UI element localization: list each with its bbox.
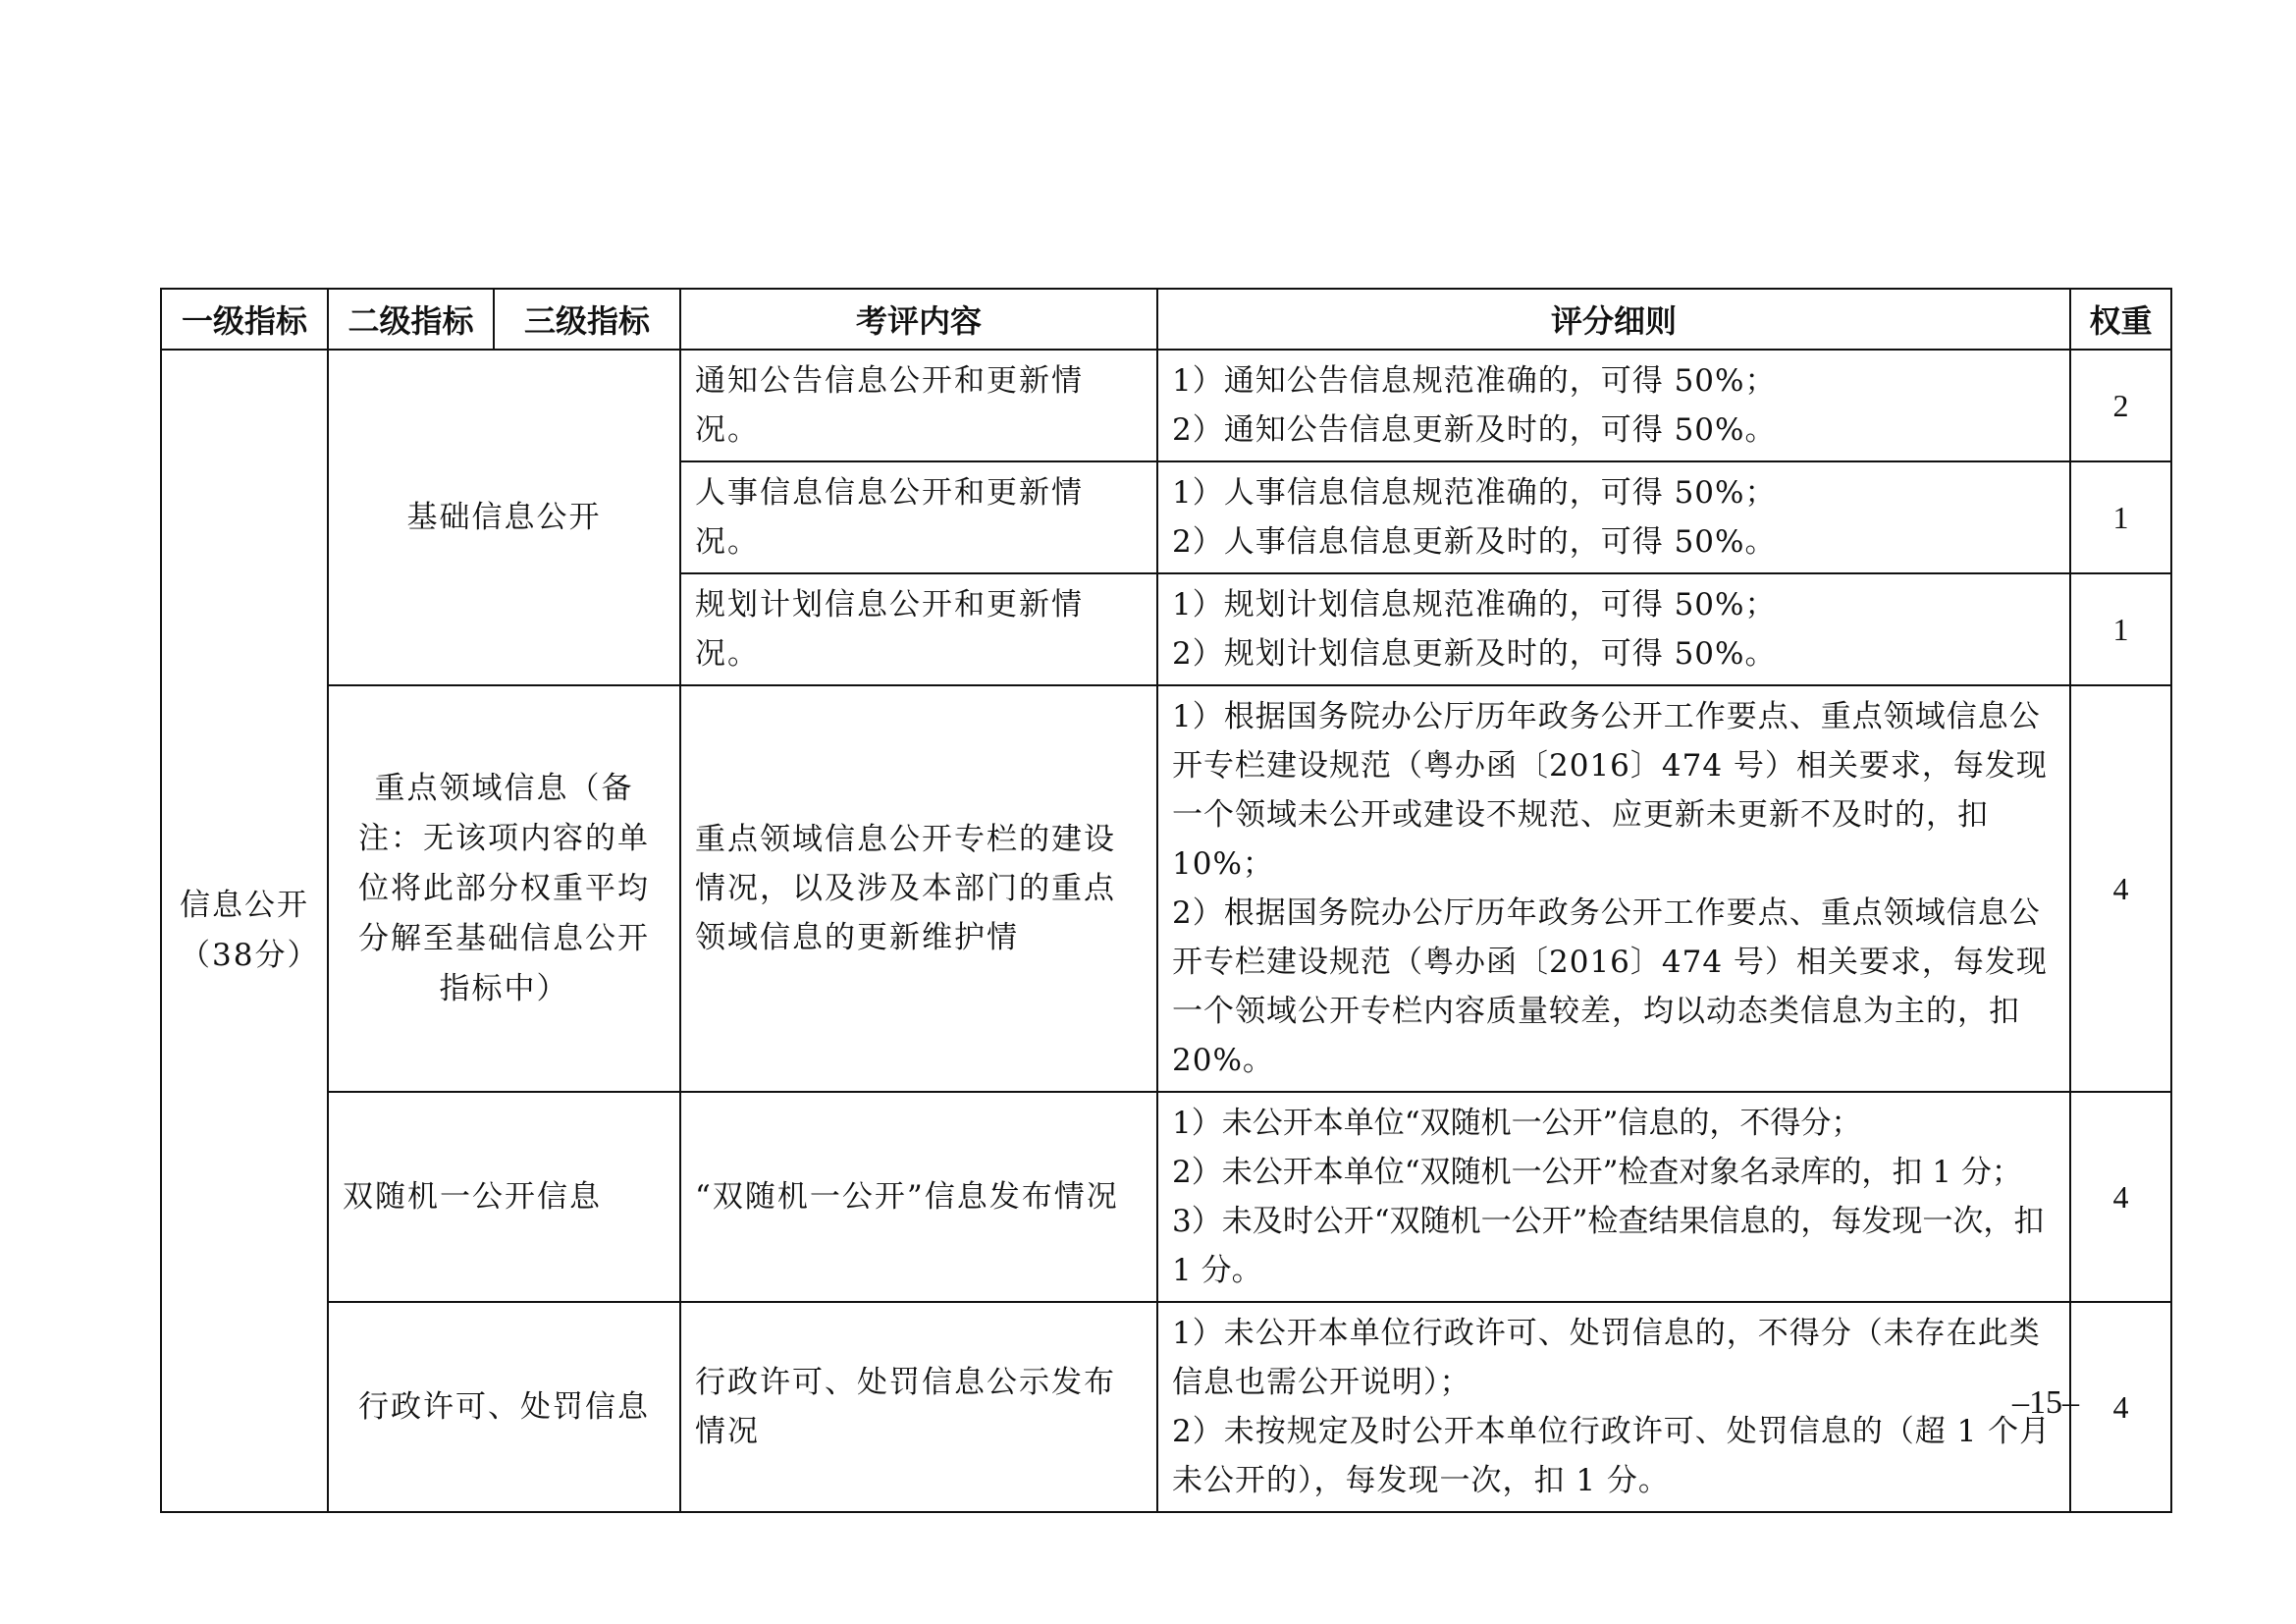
detail-cell — [1157, 350, 2070, 461]
detail-line: 1）未公开本单位行政许可、处罚信息的，不得分（未存在此类信息也需公开说明）； — [1172, 1316, 2041, 1400]
table-row — [161, 1302, 2171, 1512]
content-cell: 行政许可、处罚信息公示发布情况 — [680, 1302, 1157, 1512]
header-level1: 一级指标 — [161, 289, 328, 350]
weight-cell: 4 — [2070, 685, 2171, 1092]
content-cell: 重点领域信息公开专栏的建设情况，以及涉及本部门的重点领域信息的更新维护情 — [680, 685, 1157, 1092]
level2-indicator: 双随机一公开信息 — [328, 1092, 680, 1302]
weight-cell: 1 — [2070, 573, 2171, 685]
weight-cell: 1 — [2070, 461, 2171, 573]
detail-line: 1）人事信息信息规范准确的，可得 50%； — [1172, 475, 1777, 511]
content-cell: 通知公告信息公开和更新情况。 — [680, 350, 1157, 461]
level2-indicator: 重点领域信息（备注：无该项内容的单位将此部分权重平均分解至基础信息公开指标中） — [328, 685, 680, 1092]
level2-indicator: 基础信息公开 — [328, 350, 680, 685]
detail-cell — [1157, 1302, 2070, 1512]
detail-line: 1）未公开本单位“双随机一公开”信息的，不得分； — [1172, 1106, 1862, 1141]
detail-cell — [1157, 461, 2070, 573]
header-scoring-rules: 评分细则 — [1157, 289, 2070, 350]
evaluation-table — [160, 288, 2172, 1513]
content-cell: 规划计划信息公开和更新情况。 — [680, 573, 1157, 685]
table-header-row — [161, 289, 2171, 350]
detail-line: 2）根据国务院办公厅历年政务公开工作要点、重点领域信息公开专栏建设规范（粤办函〔2016〕474 号）相关要求，每发现一个领域公开专栏内容质量较差，均以动态类信息为主的，扣 20%。 — [1172, 895, 2048, 1078]
header-level3: 三级指标 — [494, 289, 680, 350]
detail-cell — [1157, 685, 2070, 1092]
detail-line: 1）通知公告信息规范准确的，可得 50%； — [1172, 363, 1777, 399]
level2-indicator: 行政许可、处罚信息 — [328, 1302, 680, 1512]
header-level2: 二级指标 — [328, 289, 494, 350]
detail-cell — [1157, 1092, 2070, 1302]
detail-line: 2）规划计划信息更新及时的，可得 50%。 — [1172, 636, 1777, 672]
table-row — [161, 350, 2171, 461]
detail-line: 1）规划计划信息规范准确的，可得 50%； — [1172, 587, 1777, 623]
weight-cell: 2 — [2070, 350, 2171, 461]
content-cell: 人事信息信息公开和更新情况。 — [680, 461, 1157, 573]
detail-line: 2）未公开本单位“双随机一公开”检查对象名录库的，扣 1 分； — [1172, 1155, 2022, 1190]
detail-line: 2）人事信息信息更新及时的，可得 50%。 — [1172, 524, 1777, 560]
table-row — [161, 1092, 2171, 1302]
detail-line: 2）未按规定及时公开本单位行政许可、处罚信息的（超 1 个月未公开的），每发现一次，扣 1 分。 — [1172, 1414, 2052, 1498]
header-content: 考评内容 — [680, 289, 1157, 350]
weight-cell: 4 — [2070, 1092, 2171, 1302]
weight-cell: 4 — [2070, 1302, 2171, 1512]
page-number: –15– — [2012, 1384, 2079, 1421]
header-weight: 权重 — [2070, 289, 2171, 350]
table-row — [161, 685, 2171, 1092]
level1-indicator: 信息公开（38分） — [161, 350, 328, 1512]
content-cell: “双随机一公开”信息发布情况 — [680, 1092, 1157, 1302]
detail-cell — [1157, 573, 2070, 685]
detail-line: 1）根据国务院办公厅历年政务公开工作要点、重点领域信息公开专栏建设规范（粤办函〔2016〕474 号）相关要求，每发现一个领域未公开或建设不规范、应更新未更新不及时的，扣 10%； — [1172, 699, 2048, 882]
detail-line: 3）未及时公开“双随机一公开”检查结果信息的，每发现一次，扣 1 分。 — [1172, 1204, 2045, 1288]
detail-line: 2）通知公告信息更新及时的，可得 50%。 — [1172, 412, 1777, 448]
